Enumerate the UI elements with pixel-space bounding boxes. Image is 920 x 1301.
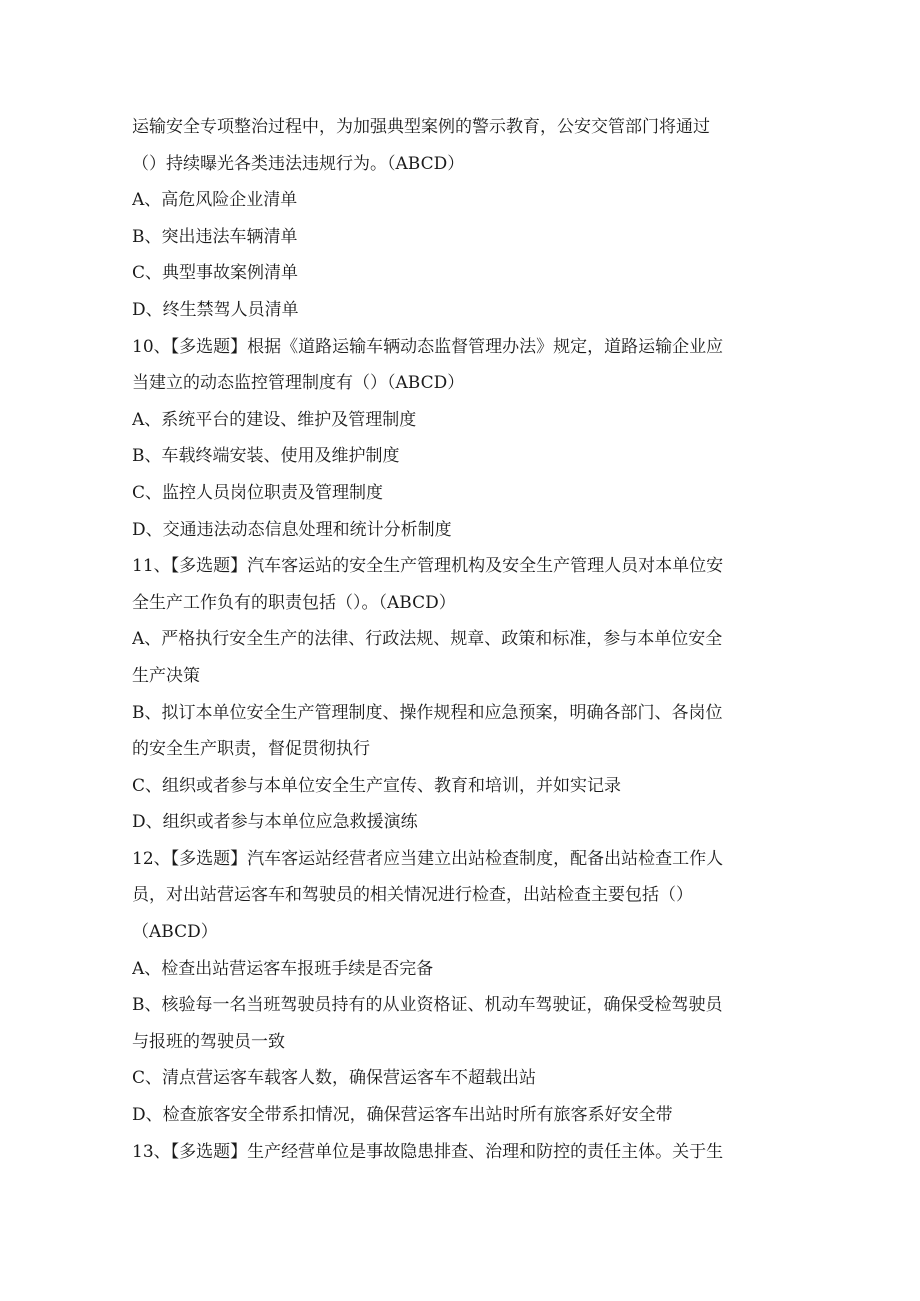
- document-body: [132, 109, 792, 1170]
- text-line: （ABCD）: [132, 922, 218, 943]
- option-line: D、组织或者参与本单位应急救援演练: [132, 812, 418, 833]
- question-13-text: 13、【多选题】生产经营单位是事故隐患排查、治理和防控的责任主体。关于生: [132, 1141, 724, 1162]
- option-line: C、组织或者参与本单位安全生产宣传、教育和培训，并如实记录: [132, 775, 622, 796]
- option-line: A、系统平台的建设、维护及管理制度: [132, 409, 417, 430]
- option-line: D、终生禁驾人员清单: [132, 299, 299, 320]
- text-line: 员，对出站营运客车和驾驶员的相关情况进行检查，出站检查主要包括（）: [132, 885, 693, 906]
- option-line: C、清点营运客车载客人数，确保营运客车不超载出站: [132, 1068, 537, 1089]
- text-line: 生产决策: [132, 665, 200, 686]
- option-line: A、严格执行安全生产的法律、行政法规、规章、政策和标准，参与本单位安全: [132, 629, 723, 650]
- option-line: A、检查出站营运客车报班手续是否完备: [132, 958, 434, 979]
- question-11-text: 11、【多选题】汽车客运站的安全生产管理机构及安全生产管理人员对本单位安: [132, 556, 724, 577]
- option-line: C、监控人员岗位职责及管理制度: [132, 482, 384, 503]
- option-line: C、典型事故案例清单: [132, 263, 299, 284]
- question-10-text: 10、【多选题】根据《道路运输车辆动态监督管理办法》规定，道路运输企业应: [132, 336, 724, 357]
- option-line: A、高危风险企业清单: [132, 190, 298, 211]
- question-12-text: 12、【多选题】汽车客运站经营者应当建立出站检查制度，配备出站检查工作人: [132, 848, 724, 869]
- text-line: 与报班的驾驶员一致: [132, 1031, 285, 1052]
- text-line: （）持续曝光各类违法违规行为。（ABCD）: [132, 153, 465, 174]
- text-line: 运输安全专项整治过程中，为加强典型案例的警示教育，公安交管部门将通过: [132, 117, 710, 137]
- option-line: D、检查旅客安全带系扣情况，确保营运客车出站时所有旅客系好安全带: [132, 1105, 673, 1126]
- text-line: 全生产工作负有的职责包括（）。（ABCD）: [132, 592, 456, 613]
- option-line: B、核验每一名当班驾驶员持有的从业资格证、机动车驾驶证，确保受检驾驶员: [132, 995, 723, 1016]
- option-line: B、车载终端安装、使用及维护制度: [132, 446, 400, 467]
- text-line: 的安全生产职责，督促贯彻执行: [132, 739, 370, 760]
- option-line: D、交通违法动态信息处理和统计分析制度: [132, 519, 452, 540]
- option-line: B、拟订本单位安全生产管理制度、操作规程和应急预案，明确各部门、各岗位: [132, 702, 723, 723]
- text-line: 当建立的动态监控管理制度有（）（ABCD）: [132, 373, 465, 394]
- option-line: B、突出违法车辆清单: [132, 226, 298, 247]
